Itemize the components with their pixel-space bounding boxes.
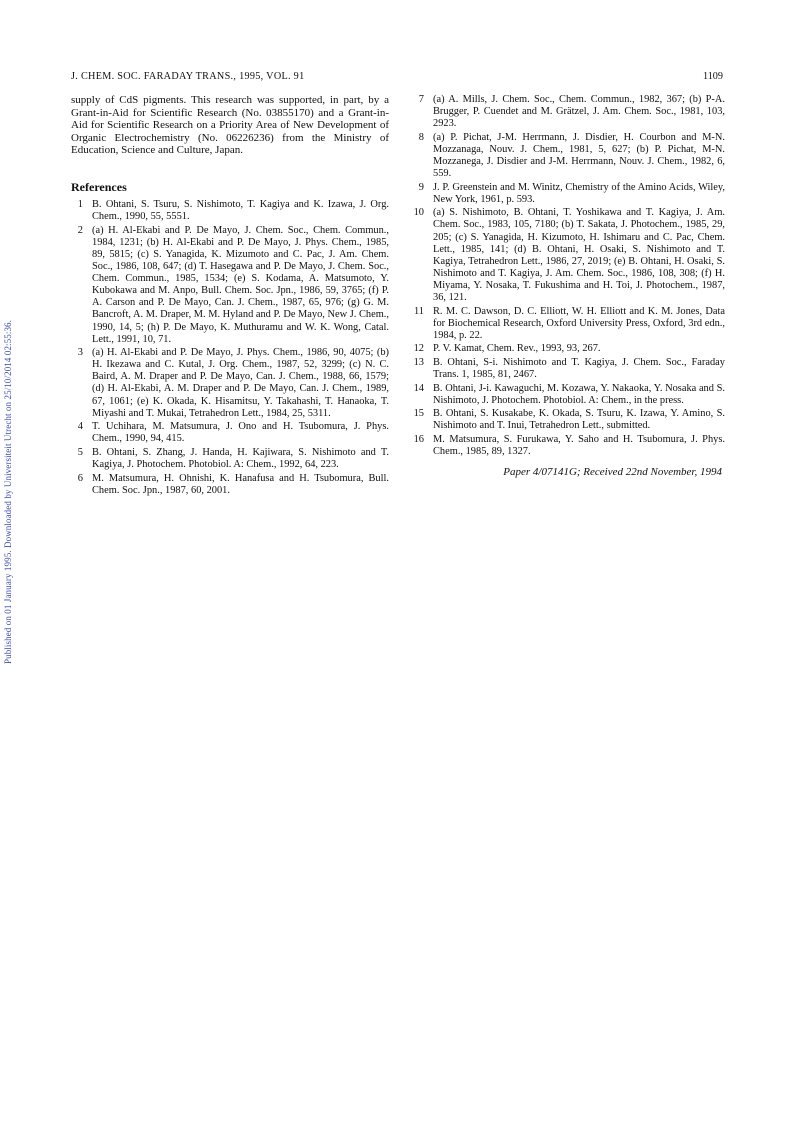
reference-number: 4 bbox=[77, 421, 83, 433]
reference-text: (a) H. Al-Ekabi and P. De Mayo, J. Phys. Chem., 1986, 90, 4075; (b) H. Ikezawa and C. Kutal, J. Org. Chem., 1987, 52, 3299; (c) N. C. Baird, A. M. Draper and P. De Mayo, Can. J. Chem., 1988, 66, 1579; (d) H. Al-Ekabi, A. M. Draper and P. De Mayo, Can. J. Chem., 1989, 67, 1061; (e) K. Okada, K. Hisamitsu, Y. Takahashi, T. Hanaoka, T. Miyashi and T. Mukai, Tetrahedron Lett., 1984, 25, 5311. bbox=[92, 347, 389, 419]
reference-number: 12 bbox=[413, 343, 424, 355]
reference-text: M. Matsumura, S. Furukawa, Y. Saho and H. Tsubomura, J. Phys. Chem., 1985, 89, 1327. bbox=[433, 434, 725, 458]
reference-number: 1 bbox=[77, 199, 83, 211]
reference-item bbox=[412, 94, 725, 130]
reference-item bbox=[71, 473, 389, 497]
journal-header: J. CHEM. SOC. FARADAY TRANS., 1995, VOL. 91 bbox=[71, 71, 305, 82]
reference-item bbox=[412, 408, 725, 432]
reference-item bbox=[412, 182, 725, 206]
reference-item bbox=[71, 225, 389, 346]
reference-item bbox=[71, 447, 389, 471]
reference-number: 16 bbox=[413, 434, 424, 446]
reference-text: T. Uchihara, M. Matsumura, J. Ono and H. Tsubomura, J. Phys. Chem., 1990, 94, 415. bbox=[92, 421, 389, 445]
reference-item bbox=[412, 357, 725, 381]
reference-number: 6 bbox=[77, 472, 83, 484]
reference-text: B. Ohtani, S-i. Nishimoto and T. Kagiya, J. Chem. Soc., Faraday Trans. 1, 1985, 81, 2467. bbox=[433, 356, 725, 381]
reference-item bbox=[71, 421, 389, 445]
reference-text: B. Ohtani, S. Zhang, J. Handa, H. Kajiwara, S. Nishimoto and T. Kagiya, J. Photochem. Photobiol. A: Chem., 1992, 64, 223. bbox=[92, 446, 389, 471]
reference-item bbox=[412, 306, 725, 342]
reference-text: (a) A. Mills, J. Chem. Soc., Chem. Commun., 1982, 367; (b) P-A. Brugger, P. Cuendet and M. Grätzel, J. Am. Chem. Soc., 1981, 103, 2923. bbox=[433, 94, 725, 130]
reference-text: M. Matsumura, H. Ohnishi, K. Hanafusa and H. Tsubomura, Bull. Chem. Soc. Jpn., 1987, 60, 2001. bbox=[92, 472, 389, 496]
reference-item bbox=[412, 207, 725, 304]
reference-number: 10 bbox=[413, 207, 424, 219]
right-column bbox=[412, 94, 725, 478]
reference-number: 5 bbox=[77, 446, 83, 458]
reference-number: 3 bbox=[77, 347, 83, 359]
reference-number: 9 bbox=[418, 181, 424, 193]
reference-number: 14 bbox=[413, 382, 424, 394]
reference-text: B. Ohtani, S. Kusakabe, K. Okada, S. Tsuru, K. Izawa, Y. Amino, S. Nishimoto and T. Inui, Tetrahedron Lett., submitted. bbox=[433, 408, 725, 432]
references-heading: References bbox=[71, 179, 127, 194]
reference-text: R. M. C. Dawson, D. C. Elliott, W. H. Elliott and K. M. Jones, Data for Biochemical Research, Oxford University Press, Oxford, 3rd edn., 1984, p. 22. bbox=[433, 305, 725, 341]
reference-item bbox=[412, 343, 725, 355]
reference-text: B. Ohtani, J-i. Kawaguchi, M. Kozawa, Y. Nakaoka, Y. Nosaka and S. Nishimoto, J. Photochem. Photobiol. A: Chem., in the press. bbox=[433, 382, 725, 406]
reference-text: (a) H. Al-Ekabi and P. De Mayo, J. Chem. Soc., Chem. Commun., 1984, 1231; (b) H. Al-Ekabi and P. De Mayo, J. Phys. Chem., 1985, 89, 5815; (c) S. Yanagida, K. Mizumoto and C. Pac, J. Am. Chem. Soc., 1986, 108, 647; (d) T. Hasegawa and P. De Mayo, J. Chem. Soc., Chem. Commun., 1985, 1534; (e) S. Kodama, A. Matsumoto, Y. Kubokawa and M. Anpo, Bull. Chem. Soc. Jpn., 1986, 59, 3765; (f) P. A. Carson and P. De Mayo, Can. J. Chem., 1987, 65, 976; (g) G. M. Bancroft, A. M. Draper, M. M. Hyland and P. De Mayo, New J. Chem., 1990, 14, 5; (h) P. De Mayo, K. Muthuramu and W. K. Wong, Catal. Lett., 1991, 10, 71. bbox=[92, 224, 389, 345]
paper-received-line: Paper 4/07141G; Received 22nd November, 1994 bbox=[503, 466, 722, 479]
reference-number: 13 bbox=[413, 356, 424, 368]
reference-item bbox=[412, 132, 725, 180]
acknowledgement-paragraph: supply of CdS pigments. This research was supported, in part, by a Grant-in-Aid for Scientific Research (No. 03855170) and a Grant-in-Aid for Scientific Research on a Priority Area of New Development of Organic Electrochemistry (No. 06226236) from the Ministry of Education, Science and Culture, Japan. bbox=[71, 94, 389, 157]
reference-number: 11 bbox=[413, 305, 424, 317]
reference-number: 7 bbox=[418, 94, 424, 105]
reference-number: 15 bbox=[413, 408, 424, 420]
reference-item bbox=[412, 434, 725, 458]
reference-text: J. P. Greenstein and M. Winitz, Chemistry of the Amino Acids, Wiley, New York, 1961, p. 593. bbox=[433, 181, 725, 205]
left-column bbox=[71, 94, 389, 498]
reference-text: B. Ohtani, S. Tsuru, S. Nishimoto, T. Kagiya and K. Izawa, J. Org. Chem., 1990, 55, 5551. bbox=[92, 199, 389, 223]
reference-item bbox=[71, 199, 389, 223]
reference-item bbox=[412, 383, 725, 407]
reference-item bbox=[71, 347, 389, 420]
page-number: 1109 bbox=[703, 71, 723, 82]
reference-text: P. V. Kamat, Chem. Rev., 1993, 93, 267. bbox=[433, 343, 601, 355]
reference-text: (a) S. Nishimoto, B. Ohtani, T. Yoshikawa and T. Kagiya, J. Am. Chem. Soc., 1983, 105, 7180; (b) T. Sakata, J. Photochem., 1985, 29, 205; (c) S. Yanagida, H. Kizumoto, H. Ishimaru and C. Pac, Chem. Lett., 1985, 141; (d) B. Ohtani, H. Osaki, S. Nishimoto and T. Kagiya, Tetrahedron Lett., 1986, 27, 2019; (e) B. Ohtani, H. Osaki, S. Nishimoto and T. Kagiya, J. Am. Chem. Soc., 1986, 108, 308; (f) H. Miyama, Y. Nosaka, T. Fukushima and H. Toi, J. Photochem., 1987, 36, 121. bbox=[433, 207, 725, 303]
download-notice: Published on 01 January 1995. Downloaded by Universiteit Utrecht on 25/10/2014 02:55:36. bbox=[3, 319, 13, 664]
reference-text: (a) P. Pichat, J-M. Herrmann, J. Disdier, H. Courbon and M-N. Mozzanaga, Nouv. J. Chem., 1981, 5, 627; (b) P. Pichat, M-N. Mozzanega, J. Disdier and J-M. Herrmann, Nouv. J. Chem., 1982, 6, 559. bbox=[433, 131, 725, 180]
reference-number: 2 bbox=[77, 224, 83, 236]
reference-number: 8 bbox=[418, 131, 424, 143]
